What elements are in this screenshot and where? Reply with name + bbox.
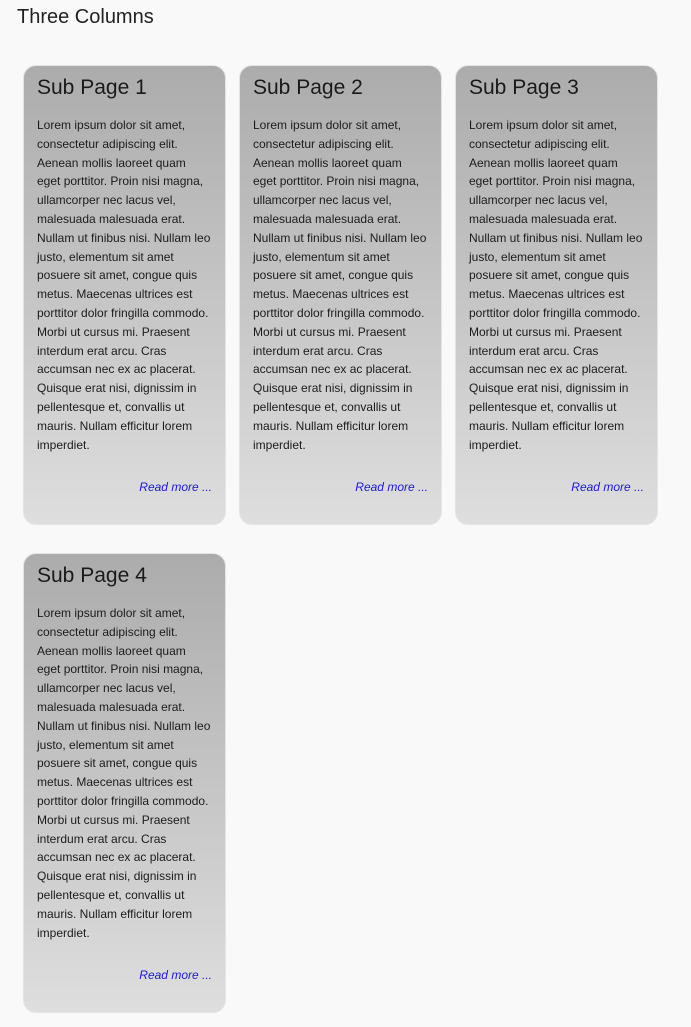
card-body: Lorem ipsum dolor sit amet, consectetur adipiscing elit. Aenean mollis laoreet quam eget porttitor. Proin nisi magna, ullamcorper nec lacus vel, malesuada malesuada erat. Nullam ut finibus nisi. Nullam leo justo, elementum sit amet posuere sit amet, congue quis metus. Maecenas ultrices est porttitor dolor fringilla commodo. Morbi ut cursus mi. Praesent interdum erat arcu. Cras accumsan nec ex ac placerat. Quisque erat nisi, dignissim in pellentesque et, convallis ut mauris. Nullam efficitur lorem imperdiet. <box>253 118 427 452</box>
sub-page-card-1 <box>23 65 226 525</box>
page-title: Three Columns <box>17 6 154 28</box>
card-title: Sub Page 4 <box>37 564 147 587</box>
read-more-link[interactable]: Read more ... <box>139 968 212 982</box>
read-more-link[interactable]: Read more ... <box>571 480 644 494</box>
sub-page-card-2 <box>239 65 442 525</box>
card-body: Lorem ipsum dolor sit amet, consectetur adipiscing elit. Aenean mollis laoreet quam eget porttitor. Proin nisi magna, ullamcorper nec lacus vel, malesuada malesuada erat. Nullam ut finibus nisi. Nullam leo justo, elementum sit amet posuere sit amet, congue quis metus. Maecenas ultrices est porttitor dolor fringilla commodo. Morbi ut cursus mi. Praesent interdum erat arcu. Cras accumsan nec ex ac placerat. Quisque erat nisi, dignissim in pellentesque et, convallis ut mauris. Nullam efficitur lorem imperdiet. <box>469 118 643 452</box>
sub-page-card-4 <box>23 553 226 1013</box>
read-more-link[interactable]: Read more ... <box>139 480 212 494</box>
read-more-link[interactable]: Read more ... <box>355 480 428 494</box>
card-title: Sub Page 1 <box>37 76 147 99</box>
card-body: Lorem ipsum dolor sit amet, consectetur adipiscing elit. Aenean mollis laoreet quam eget porttitor. Proin nisi magna, ullamcorper nec lacus vel, malesuada malesuada erat. Nullam ut finibus nisi. Nullam leo justo, elementum sit amet posuere sit amet, congue quis metus. Maecenas ultrices est porttitor dolor fringilla commodo. Morbi ut cursus mi. Praesent interdum erat arcu. Cras accumsan nec ex ac placerat. Quisque erat nisi, dignissim in pellentesque et, convallis ut mauris. Nullam efficitur lorem imperdiet. <box>37 606 211 940</box>
card-body: Lorem ipsum dolor sit amet, consectetur adipiscing elit. Aenean mollis laoreet quam eget porttitor. Proin nisi magna, ullamcorper nec lacus vel, malesuada malesuada erat. Nullam ut finibus nisi. Nullam leo justo, elementum sit amet posuere sit amet, congue quis metus. Maecenas ultrices est porttitor dolor fringilla commodo. Morbi ut cursus mi. Praesent interdum erat arcu. Cras accumsan nec ex ac placerat. Quisque erat nisi, dignissim in pellentesque et, convallis ut mauris. Nullam efficitur lorem imperdiet. <box>37 118 211 452</box>
card-title: Sub Page 2 <box>253 76 363 99</box>
card-title: Sub Page 3 <box>469 76 579 99</box>
sub-page-card-3 <box>455 65 658 525</box>
